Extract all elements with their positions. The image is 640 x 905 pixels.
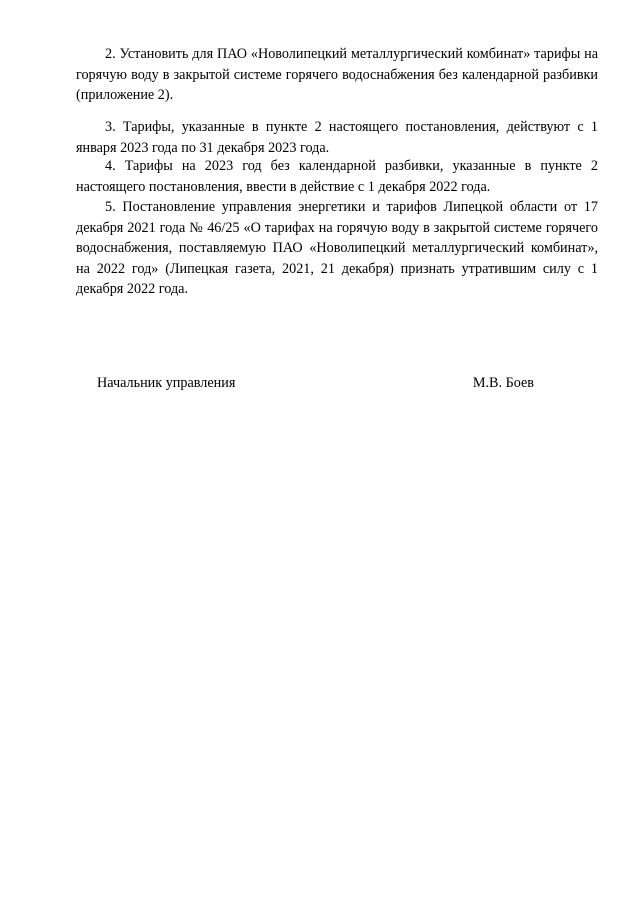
signatory-title: Начальник управления xyxy=(97,375,236,391)
paragraph-item-2: 2. Установить для ПАО «Новолипецкий металлургический комбинат» тарифы на горячую воду в закрытой системе горячего водоснабжения без календарной разбивки (приложение 2). xyxy=(76,46,598,103)
paragraph-item-5: 5. Постановление управления энергетики и тарифов Липецкой области от 17 декабря 2021 года № 46/25 «О тарифах на горячую воду в закрытой системе горячего водоснабжения, поставляемую ПАО «Новолипецкий металлургический комбинат», на 2022 год» (Липецкая газета, 2021, 21 декабря) признать утратившим силу с 1 декабря 2022 года. xyxy=(76,199,598,297)
paragraph-item-3: 3. Тарифы, указанные в пункте 2 настоящего постановления, действуют с 1 января 2023 года по 31 декабря 2023 года. xyxy=(76,119,598,156)
signatory-name: М.В. Боев xyxy=(472,375,534,391)
paragraph-item-4: 4. Тарифы на 2023 год без календарной разбивки, указанные в пункте 2 настоящего постановления, ввести в действие с 1 декабря 2022 года. xyxy=(76,158,598,195)
